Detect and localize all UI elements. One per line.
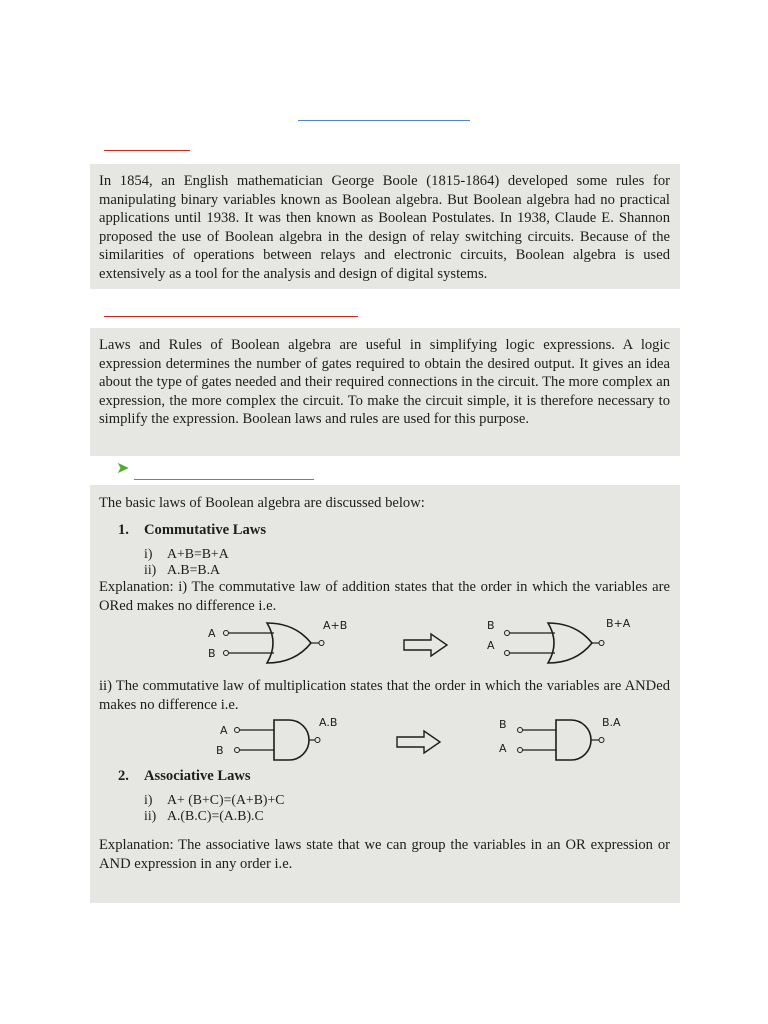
green-arrow-bullet-icon: ➤ [116,458,130,477]
intro-scan-block [90,164,680,289]
basic-laws-intro: The basic laws of Boolean algebra are discussed below: [99,495,425,511]
title-link-underline[interactable] [298,120,470,121]
svg-text:A: A [487,639,495,653]
basic-laws-link-underline[interactable] [134,479,314,480]
law-title-commutative: 1. Commutative Laws [118,522,267,538]
law-item: i) A+B=B+A [144,546,229,561]
law-item: ii) A.(B.C)=(A.B).C [144,808,264,824]
right-arrow-icon [397,731,440,753]
associative-explanation: Explanation: The associative laws state that we can group the variables in an OR expression or AND expression in any order i.e. [99,837,670,872]
and-gate-diagram [99,714,669,764]
or-gate-right-icon [487,617,631,663]
and-gate-right-icon [499,716,621,760]
basic-laws-scan-block [90,485,680,903]
right-arrow-icon [404,634,447,656]
svg-text:B: B [216,744,224,758]
svg-text:B: B [499,718,507,732]
law-item: i) A+ (B+C)=(A+B)+C [144,792,285,808]
law-title-associative: 2. Associative Laws [118,768,251,785]
or-gate-diagram [99,615,669,675]
law-item: ii) A.B=B.A [144,562,221,577]
laws-paragraph: Laws and Rules of Boolean algebra are useful in simplifying logic expressions. A logic expression determines the number of gates required to obtain the desired output. It gives an idea about the type of gates needed and their required connections in the circuit. The more complex an expression, the more complex the circuit. To make the circuit simple, it is therefore necessary to simplify the expression. Boolean laws and rules are used for this purpose. [99,337,670,428]
intro-heading-underline [104,150,190,151]
svg-text:B.A: B.A [602,716,621,730]
svg-text:A: A [499,742,507,756]
svg-text:A+B: A+B [323,619,348,633]
commutative-explanation-or: Explanation: i) The commutative law of addition states that the order in which the variables are ORed makes no difference i.e. [99,579,670,614]
commutative-explanation-and: ii) The commutative law of multiplication states that the order in which the variables are ANDed makes no difference i.e. [99,678,670,713]
svg-text:A: A [208,627,216,641]
laws-heading-underline [104,316,358,317]
svg-text:B: B [208,647,216,661]
svg-text:B+A: B+A [606,617,631,631]
svg-text:A: A [220,724,228,738]
laws-scan-block [90,328,680,456]
svg-text:B: B [487,619,495,633]
intro-paragraph: In 1854, an English mathematician George Boole (1815-1864) developed some rules for manipulating binary variables known as Boolean algebra. But Boolean algebra had no practical applications until 1938. It was then known as Boolean Postulates. In 1938, Claude E. Shannon proposed the use of Boolean algebra in the design of relay switching circuits. Because of the similarities of operations between relays and electronic circuits, Boolean algebra is used extensively as a tool for the analysis and design of digital systems. [99,173,670,282]
and-gate-left-icon [216,716,337,760]
svg-text:A.B: A.B [319,716,338,730]
or-gate-left-icon [208,619,347,663]
